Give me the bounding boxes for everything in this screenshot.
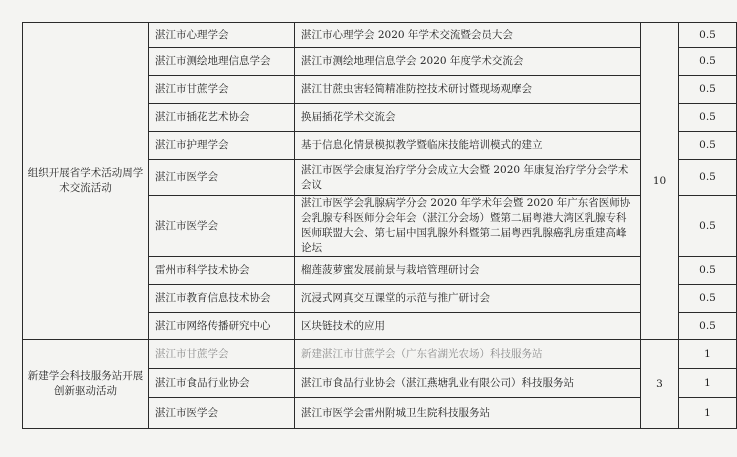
organization-cell: 湛江市网络传播研究中心 [149,313,295,340]
activity-cell: 湛江市测绘地理信息学会 2020 年度学术交流会 [295,48,641,76]
activity-cell: 湛江市医学会雷州附城卫生院科技服务站 [295,398,641,429]
organization-cell: 湛江市医学会 [149,398,295,429]
score-cell: 0.5 [679,104,737,132]
activity-cell: 基于信息化情景模拟教学暨临床技能培训模式的建立 [295,132,641,160]
score-cell: 0.5 [679,313,737,340]
organization-cell: 湛江市心理学会 [149,23,295,48]
organization-cell: 湛江市医学会 [149,160,295,196]
activity-cell: 榴莲菠萝蜜发展前景与栽培管理研讨会 [295,257,641,285]
organization-cell: 湛江市食品行业协会 [149,369,295,398]
score-cell: 0.5 [679,23,737,48]
score-cell: 0.5 [679,132,737,160]
activity-table [22,22,737,429]
score-cell: 0.5 [679,48,737,76]
score-cell: 0.5 [679,160,737,196]
organization-cell: 湛江市插花艺术协会 [149,104,295,132]
organization-cell: 湛江市护理学会 [149,132,295,160]
score-cell: 0.5 [679,257,737,285]
table-row [23,23,737,48]
organization-cell: 湛江市教育信息技术协会 [149,285,295,313]
activity-cell: 换届插花学术交流会 [295,104,641,132]
activity-cell: 湛江市医学会康复治疗学分会成立大会暨 2020 年康复治疗学分会学术会议 [295,160,641,196]
score-cell: 0.5 [679,285,737,313]
activity-cell: 湛江市医学会乳腺病学分会 2020 年学术年会暨 2020 年广东省医师协会乳腺专科医师分会年会（湛江分会场）暨第二届粤港大湾区乳腺专科医师联盟大会、第七届中国乳腺外科暨第二届粤西乳腺癌乳房重建高峰论坛 [295,196,641,257]
count-cell: 3 [641,340,679,429]
activity-cell: 沉浸式网真交互课堂的示范与推广研讨会 [295,285,641,313]
organization-cell: 雷州市科学技术协会 [149,257,295,285]
activity-cell: 区块链技术的应用 [295,313,641,340]
table-row [23,340,737,369]
category-cell: 组织开展省学术活动周学术交流活动 [23,23,149,340]
activity-cell: 新建湛江市甘蔗学会（广东省湖光农场）科技服务站 [295,340,641,369]
organization-cell: 湛江市甘蔗学会 [149,340,295,369]
activity-cell: 湛江甘蔗虫害轻简精准防控技术研讨暨现场观摩会 [295,76,641,104]
activity-cell: 湛江市食品行业协会（湛江燕塘乳业有限公司）科技服务站 [295,369,641,398]
category-cell: 新建学会科技服务站开展创新驱动活动 [23,340,149,429]
organization-cell: 湛江市甘蔗学会 [149,76,295,104]
score-cell: 0.5 [679,196,737,257]
activity-cell: 湛江市心理学会 2020 年学术交流暨会员大会 [295,23,641,48]
organization-cell: 湛江市测绘地理信息学会 [149,48,295,76]
count-cell: 10 [641,23,679,340]
score-cell: 0.5 [679,76,737,104]
organization-cell: 湛江市医学会 [149,196,295,257]
score-cell: 1 [679,340,737,369]
score-cell: 1 [679,369,737,398]
score-cell: 1 [679,398,737,429]
